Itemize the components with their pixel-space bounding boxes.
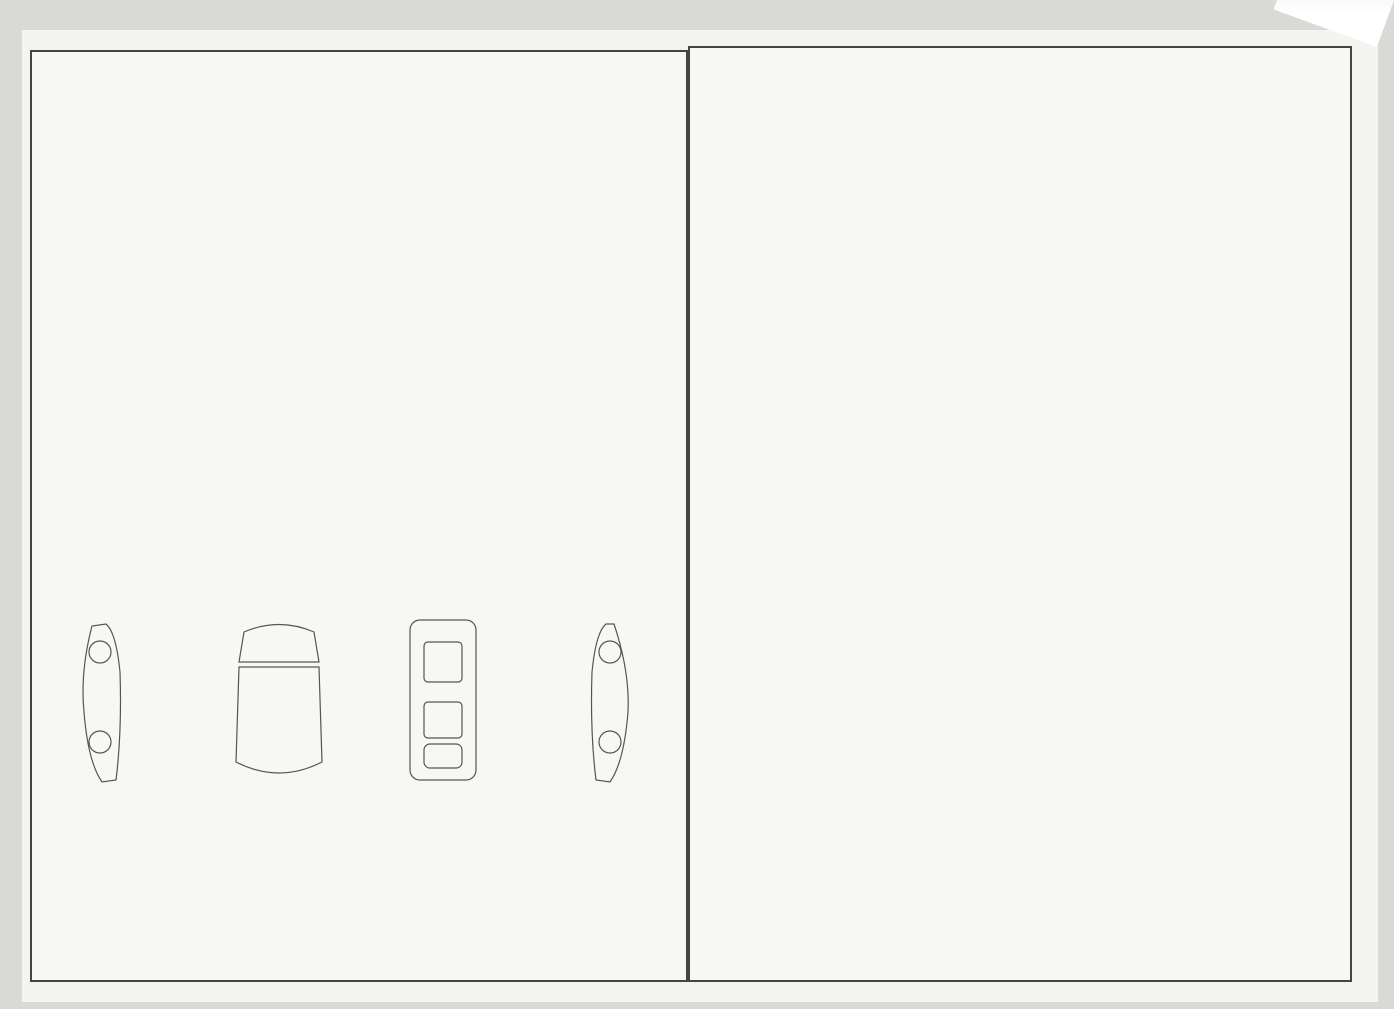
car-top-view bbox=[410, 620, 476, 780]
car-side-right bbox=[592, 624, 629, 782]
car-side-left bbox=[83, 624, 121, 782]
car-diagram bbox=[44, 612, 680, 790]
wheel-rear-right bbox=[599, 731, 621, 753]
wheel-front-right bbox=[599, 641, 621, 663]
right-panel bbox=[688, 46, 1352, 982]
wheel-rear-left bbox=[89, 731, 111, 753]
wheel-front-left bbox=[89, 641, 111, 663]
car-front-rear bbox=[236, 625, 322, 774]
left-panel bbox=[30, 50, 688, 982]
